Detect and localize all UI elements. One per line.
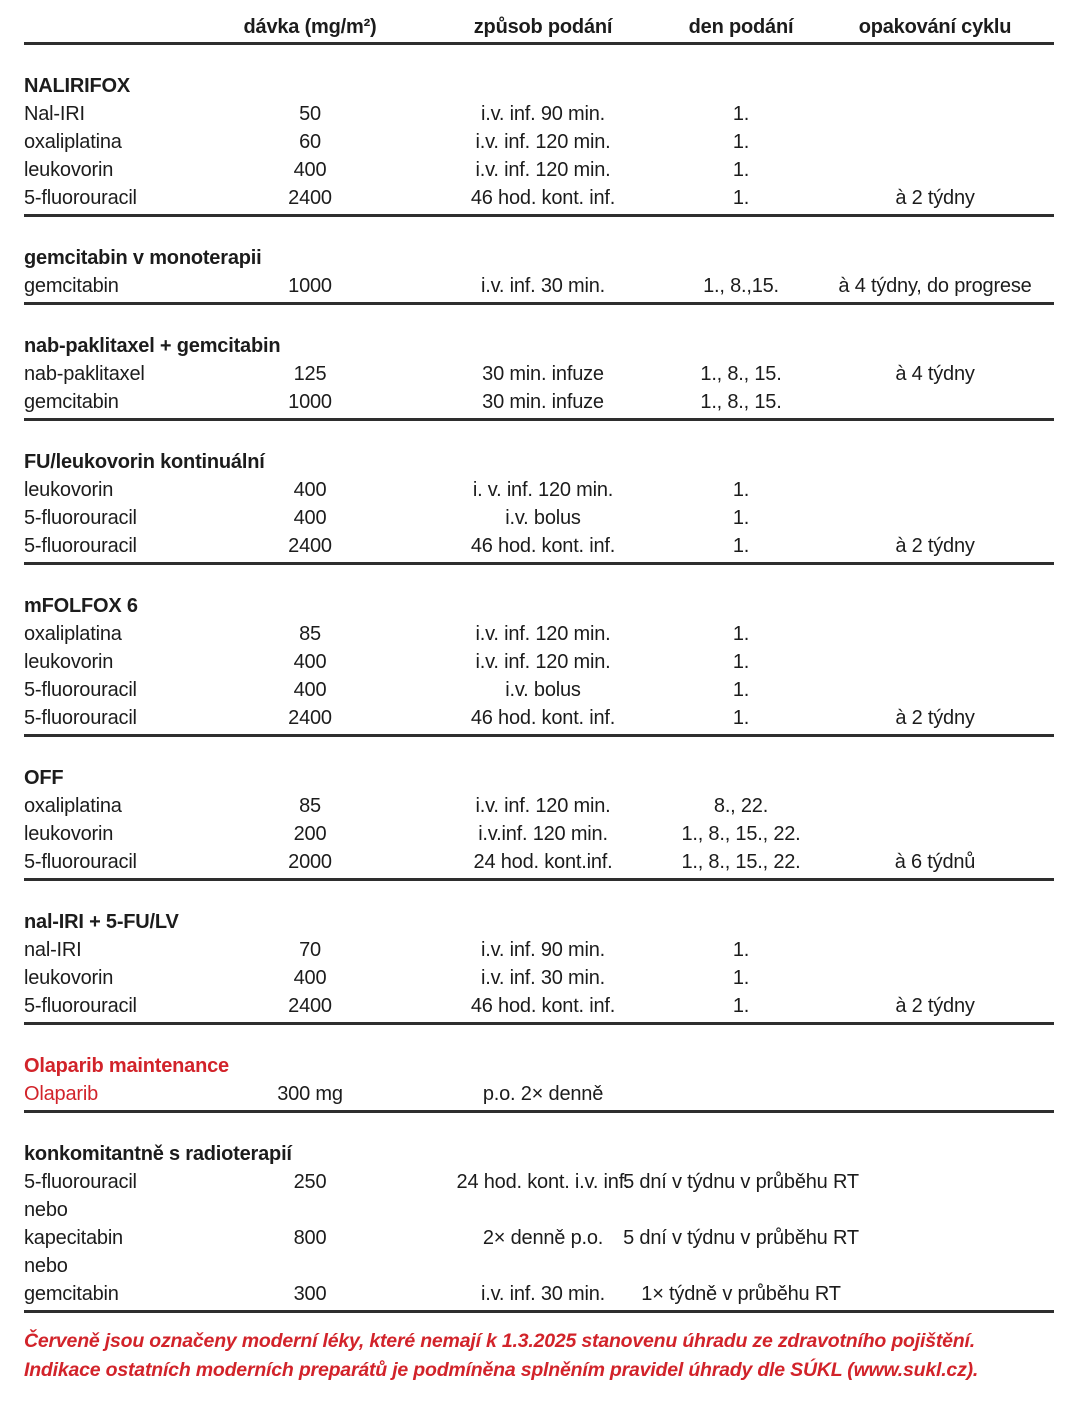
drug-name: 5-fluorouracil <box>24 851 137 873</box>
cell-cycle <box>816 476 1054 504</box>
cell-cycle <box>816 184 1054 212</box>
dose-value: 800 <box>293 1227 327 1249</box>
route-value: i.v. bolus <box>505 679 581 701</box>
cell-drug <box>24 504 200 532</box>
drug-name: oxaliplatina <box>24 795 122 817</box>
cell-route <box>420 476 666 504</box>
cell-drug <box>24 964 200 992</box>
dose-value: 125 <box>293 363 327 385</box>
drug-name: 5-fluorouracil <box>24 187 137 209</box>
day-value: 1., 8., 15., 22. <box>681 823 801 845</box>
cell-day <box>666 792 816 820</box>
section-title: Olaparib maintenance <box>24 1055 229 1077</box>
cell-route <box>420 676 666 704</box>
dose-value: 400 <box>293 967 327 989</box>
cell-day <box>666 992 816 1020</box>
day-value: 1., 8., 15. <box>700 363 782 385</box>
route-value: i.v. inf. 120 min. <box>475 623 611 645</box>
cell-day <box>666 100 816 128</box>
dose-value: 400 <box>293 479 327 501</box>
day-value: 1. <box>732 187 750 209</box>
cell-route <box>420 936 666 964</box>
day-value: 8., 22. <box>713 795 769 817</box>
table-row <box>24 1224 1054 1252</box>
cell-route <box>420 992 666 1020</box>
drug-name: Nal-IRI <box>24 103 85 125</box>
section-rows <box>24 936 1054 1020</box>
drug-name: leukovorin <box>24 479 114 501</box>
cell-drug <box>24 1252 200 1280</box>
cell-dose <box>200 992 420 1020</box>
cycle-value: à 2 týdny <box>895 535 975 557</box>
route-value: 46 hod. kont. inf. <box>470 707 616 729</box>
section-title: FU/leukovorin kontinuální <box>24 451 265 473</box>
cell-cycle <box>816 1080 1054 1108</box>
section-title: konkomitantně s radioterapií <box>24 1143 292 1165</box>
section-rows <box>24 620 1054 732</box>
cell-route <box>420 1080 666 1108</box>
cell-route <box>420 1280 666 1308</box>
table-row <box>24 1168 1054 1196</box>
cell-route <box>420 704 666 732</box>
cell-cycle <box>816 964 1054 992</box>
table-row <box>24 156 1054 184</box>
cell-drug <box>24 476 200 504</box>
cell-day <box>666 504 816 532</box>
cell-route <box>420 100 666 128</box>
cell-day <box>666 704 816 732</box>
table-row <box>24 128 1054 156</box>
cell-dose <box>200 1196 420 1224</box>
cycle-value: à 6 týdnů <box>894 851 976 873</box>
route-value: 46 hod. kont. inf. <box>470 995 616 1017</box>
table-row <box>24 792 1054 820</box>
cell-dose <box>200 1224 420 1252</box>
route-value: i.v.inf. 120 min. <box>478 823 608 845</box>
cell-cycle <box>816 936 1054 964</box>
section-title: OFF <box>24 767 64 789</box>
regimen-section <box>24 332 1054 421</box>
table-row <box>24 272 1054 300</box>
route-value: i.v. inf. 30 min. <box>480 1283 606 1305</box>
drug-name: gemcitabin <box>24 1283 119 1305</box>
table-row <box>24 1252 1054 1280</box>
cell-drug <box>24 820 200 848</box>
cell-drug <box>24 100 200 128</box>
route-value: i.v. inf. 30 min. <box>480 275 606 297</box>
cell-drug <box>24 936 200 964</box>
day-value: 1. <box>732 679 750 701</box>
cell-dose <box>200 128 420 156</box>
cell-cycle <box>816 1252 1054 1280</box>
day-value: 1. <box>732 479 750 501</box>
cell-day <box>666 272 816 300</box>
cell-dose <box>200 676 420 704</box>
cell-cycle <box>816 100 1054 128</box>
cell-route <box>420 128 666 156</box>
regimen-section <box>24 764 1054 881</box>
header-cell-day <box>666 12 816 42</box>
cell-drug <box>24 992 200 1020</box>
cell-dose <box>200 476 420 504</box>
day-value: 1., 8.,15. <box>703 275 779 297</box>
cell-cycle <box>816 792 1054 820</box>
cycle-value: à 2 týdny <box>895 187 975 209</box>
dose-value: 300 <box>293 1283 327 1305</box>
cell-cycle <box>816 848 1054 876</box>
route-value: i.v. inf. 120 min. <box>475 131 611 153</box>
cell-route <box>420 964 666 992</box>
cell-day <box>666 964 816 992</box>
table-row <box>24 476 1054 504</box>
cell-dose <box>200 936 420 964</box>
cell-route <box>420 792 666 820</box>
section-title: NALIRIFOX <box>24 75 130 97</box>
drug-name: nab-paklitaxel <box>24 363 145 385</box>
table-row <box>24 936 1054 964</box>
footnote-text: Červeně jsou označeny moderní léky, které nemají k 1.3.2025 stanovenu úhradu ze zdravotního pojištění. Indikace ostatních moderních preparátů je podmíněna splněním pravidel úhrady dle SÚKL (www.sukl.cz). <box>24 1330 979 1381</box>
table-row <box>24 184 1054 212</box>
cell-cycle <box>816 648 1054 676</box>
cell-day <box>666 936 816 964</box>
cell-drug <box>24 388 200 416</box>
section-title: mFOLFOX 6 <box>24 595 138 617</box>
table-row <box>24 532 1054 560</box>
cell-route <box>420 648 666 676</box>
cell-drug <box>24 1224 200 1252</box>
cell-route <box>420 504 666 532</box>
cell-dose <box>200 184 420 212</box>
regimen-section <box>24 72 1054 217</box>
route-value: i.v. bolus <box>505 507 581 529</box>
day-value: 1. <box>732 623 750 645</box>
dose-value: 70 <box>299 939 321 961</box>
cell-cycle <box>816 620 1054 648</box>
cell-dose <box>200 820 420 848</box>
cell-dose <box>200 156 420 184</box>
day-value: 1. <box>732 159 750 181</box>
cell-route <box>420 848 666 876</box>
header-label-route: způsob podání <box>473 16 613 38</box>
cell-cycle <box>816 1224 1054 1252</box>
dose-value: 60 <box>299 131 321 153</box>
cycle-value: à 2 týdny <box>895 707 975 729</box>
route-value: p.o. 2× denně <box>482 1083 604 1105</box>
cell-dose <box>200 620 420 648</box>
cell-drug <box>24 676 200 704</box>
cell-dose <box>200 1280 420 1308</box>
dose-value: 85 <box>299 795 321 817</box>
cell-cycle <box>816 704 1054 732</box>
drug-name: 5-fluorouracil <box>24 679 137 701</box>
cell-day <box>666 128 816 156</box>
drug-name: gemcitabin <box>24 391 119 413</box>
cell-day <box>666 620 816 648</box>
regimen-section <box>24 448 1054 565</box>
cell-drug <box>24 620 200 648</box>
cell-drug <box>24 792 200 820</box>
cell-day <box>666 360 816 388</box>
route-value: i.v. inf. 120 min. <box>475 159 611 181</box>
dose-value: 400 <box>293 679 327 701</box>
drug-name: leukovorin <box>24 159 114 181</box>
drug-name: kapecitabin <box>24 1227 123 1249</box>
table-row <box>24 504 1054 532</box>
cell-cycle <box>816 1196 1054 1224</box>
table-row <box>24 848 1054 876</box>
route-value: 46 hod. kont. inf. <box>470 187 616 209</box>
cell-drug <box>24 1080 200 1108</box>
drug-name: nal-IRI <box>24 939 82 961</box>
cell-day <box>666 532 816 560</box>
dose-value: 200 <box>293 823 327 845</box>
route-value: 24 hod. kont. i.v. inf. <box>456 1171 630 1193</box>
cell-route <box>420 272 666 300</box>
cell-cycle <box>816 388 1054 416</box>
cell-day <box>641 1280 841 1308</box>
header-label-day: den podání <box>688 16 794 38</box>
route-value: 30 min. infuze <box>482 391 604 413</box>
table-row <box>24 992 1054 1020</box>
cell-day <box>666 184 816 212</box>
section-rows <box>24 100 1054 212</box>
dose-value: 400 <box>293 159 327 181</box>
cell-day <box>666 676 816 704</box>
cell-cycle <box>816 676 1054 704</box>
table-row <box>24 620 1054 648</box>
day-value: 1. <box>732 995 750 1017</box>
header-cell-cycle <box>816 12 1054 42</box>
regimen-section <box>24 592 1054 737</box>
dose-value: 1000 <box>288 275 332 297</box>
cell-route <box>420 1252 666 1280</box>
dose-value: 2400 <box>288 995 332 1017</box>
day-value: 1. <box>732 967 750 989</box>
route-value: i.v. inf. 30 min. <box>480 967 606 989</box>
section-title: gemcitabin v monoterapii <box>24 247 262 269</box>
header-cell-route <box>420 12 666 42</box>
cell-cycle <box>816 532 1054 560</box>
table-row <box>24 388 1054 416</box>
cell-day <box>666 476 816 504</box>
route-value: i.v. inf. 120 min. <box>475 795 611 817</box>
route-value: i. v. inf. 120 min. <box>472 479 614 501</box>
drug-name: 5-fluorouracil <box>24 707 137 729</box>
table-row <box>24 360 1054 388</box>
cell-route <box>420 388 666 416</box>
table-row <box>24 704 1054 732</box>
drug-name: leukovorin <box>24 651 114 673</box>
day-value: 1. <box>732 507 750 529</box>
cell-route <box>420 820 666 848</box>
table-row <box>24 1280 1054 1308</box>
cell-cycle <box>816 128 1054 156</box>
drug-name: leukovorin <box>24 823 114 845</box>
cell-cycle <box>816 1280 1054 1308</box>
cell-drug <box>24 156 200 184</box>
cell-dose <box>200 100 420 128</box>
dose-value: 400 <box>293 507 327 529</box>
cell-cycle <box>816 820 1054 848</box>
dose-value: 300 mg <box>277 1083 343 1105</box>
cell-dose <box>200 272 420 300</box>
dose-value: 2400 <box>288 535 332 557</box>
regimen-section <box>24 1140 1054 1313</box>
regimen-section <box>24 908 1054 1025</box>
cell-dose <box>200 1080 420 1108</box>
route-value: i.v. inf. 90 min. <box>480 103 606 125</box>
drug-name: nebo <box>24 1199 68 1221</box>
drug-name: 5-fluorouracil <box>24 1171 137 1193</box>
regimen-section <box>24 1052 1054 1113</box>
day-value: 1. <box>732 939 750 961</box>
route-value: 24 hod. kont.inf. <box>473 851 613 873</box>
cycle-value: à 4 týdny <box>895 363 975 385</box>
dose-value: 2000 <box>288 851 332 873</box>
cell-cycle <box>816 992 1054 1020</box>
drug-name: Olaparib <box>24 1083 98 1105</box>
dose-value: 2400 <box>288 187 332 209</box>
cell-drug <box>24 1196 200 1224</box>
header-cell-drug <box>24 12 200 42</box>
dose-value: 1000 <box>288 391 332 413</box>
cell-cycle <box>816 156 1054 184</box>
cell-day <box>666 820 816 848</box>
section-rows <box>24 272 1054 300</box>
drug-name: nebo <box>24 1255 68 1277</box>
cell-day <box>666 388 816 416</box>
drug-name: 5-fluorouracil <box>24 507 137 529</box>
dose-value: 50 <box>299 103 321 125</box>
route-value: 46 hod. kont. inf. <box>470 535 616 557</box>
route-value: i.v. inf. 120 min. <box>475 651 611 673</box>
section-title: nab-paklitaxel + gemcitabin <box>24 335 281 357</box>
cell-dose <box>200 360 420 388</box>
cell-drug <box>24 360 200 388</box>
regimen-section <box>24 244 1054 305</box>
cell-route <box>420 156 666 184</box>
table-row <box>24 648 1054 676</box>
cell-route <box>420 532 666 560</box>
drug-name: 5-fluorouracil <box>24 535 137 557</box>
day-value: 1. <box>732 707 750 729</box>
dose-value: 400 <box>293 651 327 673</box>
cell-dose <box>200 504 420 532</box>
cell-dose <box>200 532 420 560</box>
table-row <box>24 100 1054 128</box>
section-rows <box>24 360 1054 416</box>
dose-value: 2400 <box>288 707 332 729</box>
cell-route <box>420 620 666 648</box>
cell-dose <box>200 704 420 732</box>
cell-cycle <box>816 1168 1054 1196</box>
cell-cycle <box>816 360 1054 388</box>
day-value: 1. <box>732 651 750 673</box>
day-value: 1. <box>732 535 750 557</box>
table-row <box>24 964 1054 992</box>
cycle-value: à 2 týdny <box>895 995 975 1017</box>
cell-dose <box>200 1252 420 1280</box>
cell-day <box>623 1224 859 1252</box>
day-value: 1., 8., 15., 22. <box>681 851 801 873</box>
cell-drug <box>24 848 200 876</box>
cell-route <box>420 1196 666 1224</box>
table-row <box>24 676 1054 704</box>
cell-day <box>666 156 816 184</box>
drug-name: oxaliplatina <box>24 131 122 153</box>
drug-name: oxaliplatina <box>24 623 122 645</box>
route-value: 2× denně p.o. <box>482 1227 604 1249</box>
cell-route <box>420 360 666 388</box>
cell-drug <box>24 1280 200 1308</box>
drug-name: gemcitabin <box>24 275 119 297</box>
cell-drug <box>24 648 200 676</box>
drug-name: 5-fluorouracil <box>24 995 137 1017</box>
cycle-value: à 4 týdny, do progrese <box>838 275 1032 297</box>
day-value: 5 dní v týdnu v průběhu RT <box>623 1227 859 1249</box>
cell-dose <box>200 848 420 876</box>
route-value: i.v. inf. 90 min. <box>480 939 606 961</box>
cell-cycle <box>816 504 1054 532</box>
cell-day <box>666 1080 816 1108</box>
section-title: nal-IRI + 5-FU/LV <box>24 911 179 933</box>
section-rows <box>24 1168 1054 1308</box>
cell-cycle <box>816 272 1054 300</box>
cell-dose <box>200 792 420 820</box>
day-value: 1. <box>732 103 750 125</box>
day-value: 5 dní v týdnu v průběhu RT <box>623 1171 859 1193</box>
day-value: 1× týdně v průběhu RT <box>641 1283 841 1305</box>
cell-day <box>666 1252 816 1280</box>
cell-drug <box>24 1168 200 1196</box>
cell-drug <box>24 128 200 156</box>
table-row <box>24 1080 1054 1108</box>
table-header-row <box>24 0 1054 45</box>
header-cell-dose <box>200 12 420 42</box>
cell-dose <box>200 964 420 992</box>
cell-day <box>623 1168 859 1196</box>
cell-dose <box>200 648 420 676</box>
dose-value: 250 <box>293 1171 327 1193</box>
cell-drug <box>24 272 200 300</box>
cell-route <box>420 184 666 212</box>
cell-day <box>666 1196 816 1224</box>
cell-drug <box>24 704 200 732</box>
header-label-dose: dávka (mg/m²) <box>243 16 377 38</box>
day-value: 1., 8., 15. <box>700 391 782 413</box>
table-row <box>24 1196 1054 1224</box>
cell-drug <box>24 532 200 560</box>
section-rows <box>24 1080 1054 1108</box>
regimen-sections <box>24 72 1054 1313</box>
drug-name: leukovorin <box>24 967 114 989</box>
cell-day <box>666 648 816 676</box>
day-value: 1. <box>732 131 750 153</box>
section-rows <box>24 476 1054 560</box>
table-row <box>24 820 1054 848</box>
cell-day <box>666 848 816 876</box>
route-value: 30 min. infuze <box>482 363 604 385</box>
cell-dose <box>200 388 420 416</box>
header-label-cycle: opakování cyklu <box>858 16 1012 38</box>
cell-dose <box>200 1168 420 1196</box>
dose-value: 85 <box>299 623 321 645</box>
cell-drug <box>24 184 200 212</box>
section-rows <box>24 792 1054 876</box>
